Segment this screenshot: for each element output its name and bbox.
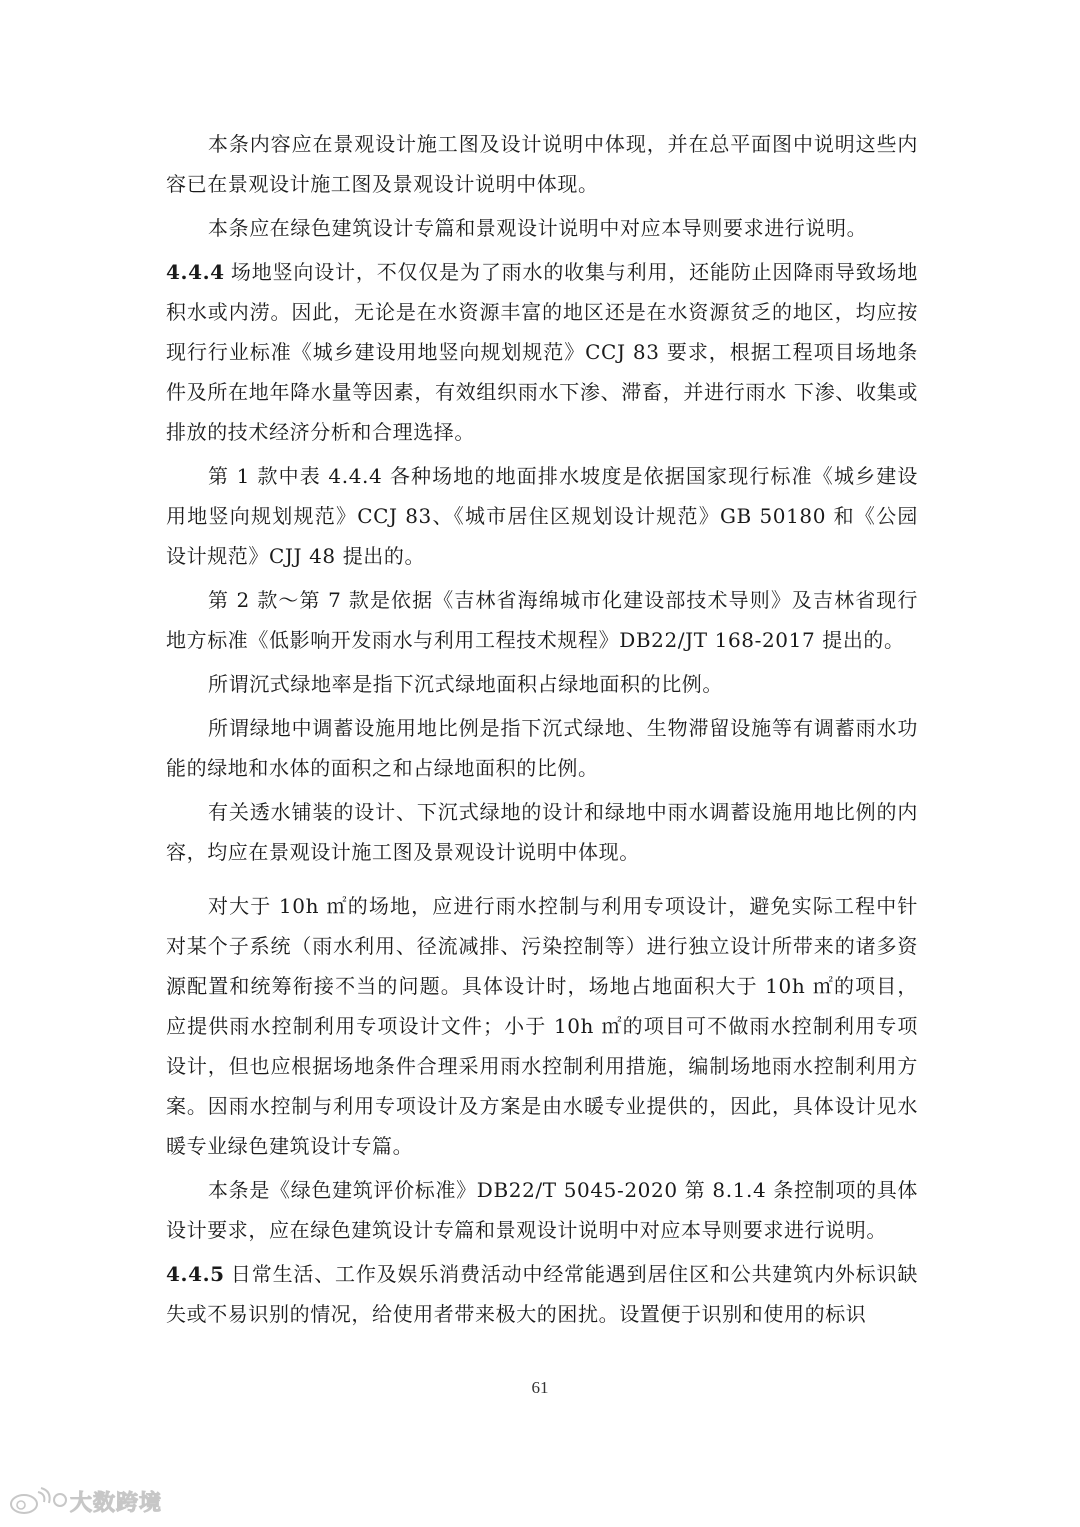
paragraph: 本条内容应在景观设计施工图及设计说明中体现，并在总平面图中说明这些内容已在景观设计施工图及景观设计说明中体现。 xyxy=(166,132,918,196)
clause-number: 4.4.5 xyxy=(166,1262,225,1286)
clause-4-4-4 xyxy=(166,252,918,452)
paragraph: 所谓沉式绿地率是指下沉式绿地面积占绿地面积的比例。 xyxy=(208,672,723,696)
paragraph: 第 1 款中表 4.4.4 各种场地的地面排水坡度是依据国家现行标准《城乡建设用地竖向规划规范》CCJ 83、《城市居住区规划设计规范》GB 50180 和《公园设计规范》CJJ 48 提出的。 xyxy=(166,464,918,568)
paragraph: 本条是《绿色建筑评价标准》DB22/T 5045-2020 第 8.1.4 条控制项的具体设计要求，应在绿色建筑设计专篇和景观设计说明中对应本导则要求进行说明。 xyxy=(166,1178,918,1242)
clause-4-4-5 xyxy=(166,1254,918,1334)
clause-number: 4.4.4 xyxy=(166,260,225,284)
clause-text: 日常生活、工作及娱乐消费活动中经常能遇到居住区和公共建筑内外标识缺失或不易识别的情况，给使用者带来极大的困扰。设置便于识别和使用的标识 xyxy=(166,1262,918,1326)
clause-text: 场地竖向设计，不仅仅是为了雨水的收集与利用，还能防止因降雨导致场地积水或内涝。因此，无论是在水资源丰富的地区还是在水资源贫乏的地区，均应按现行行业标准《城乡建设用地竖向规划规范》CCJ 83 要求，根据工程项目场地条件及所在地年降水量等因素，有效组织雨水下渗、滞畜，并进行雨水 下渗、收集或排放的技术经济分析和合理选择。 xyxy=(166,260,918,444)
paragraph: 有关透水铺装的设计、下沉式绿地的设计和绿地中雨水调蓄设施用地比例的内容，均应在景观设计施工图及景观设计说明中体现。 xyxy=(166,800,918,864)
weibo-logo-icon xyxy=(8,1486,68,1516)
watermark xyxy=(8,1484,162,1518)
paragraph: 所谓绿地中调蓄设施用地比例是指下沉式绿地、生物滞留设施等有调蓄雨水功能的绿地和水体的面积之和占绿地面积的比例。 xyxy=(166,716,918,780)
watermark-text: 大数跨境 xyxy=(70,1490,163,1516)
page-number: 61 xyxy=(531,1378,549,1397)
paragraph: 本条应在绿色建筑设计专篇和景观设计说明中对应本导则要求进行说明。 xyxy=(208,216,868,240)
document-body xyxy=(166,124,918,1334)
paragraph: 对大于 10h ㎡的场地，应进行雨水控制与利用专项设计，避免实际工程中针对某个子系统（雨水利用、径流减排、污染控制等）进行独立设计所带来的诸多资源配置和统筹衔接不当的问题。具体设计时，场地占地面积大于 10h ㎡的项目，应提供雨水控制利用专项设计文件；小于 10h ㎡的项目可不做雨水控制利用专项设计，但也应根据场地条件合理采用雨水控制利用措施，编制场地雨水控制利用方案。因雨水控制与利用专项设计及方案是由水暖专业提供的，因此，具体设计见水暖专业绿色建筑设计专篇。 xyxy=(166,894,918,1158)
paragraph: 第 2 款～第 7 款是依据《吉林省海绵城市化建设部技术导则》及吉林省现行地方标准《低影响开发雨水与利用工程技术规程》DB22/JT 168-2017 提出的。 xyxy=(166,588,918,652)
